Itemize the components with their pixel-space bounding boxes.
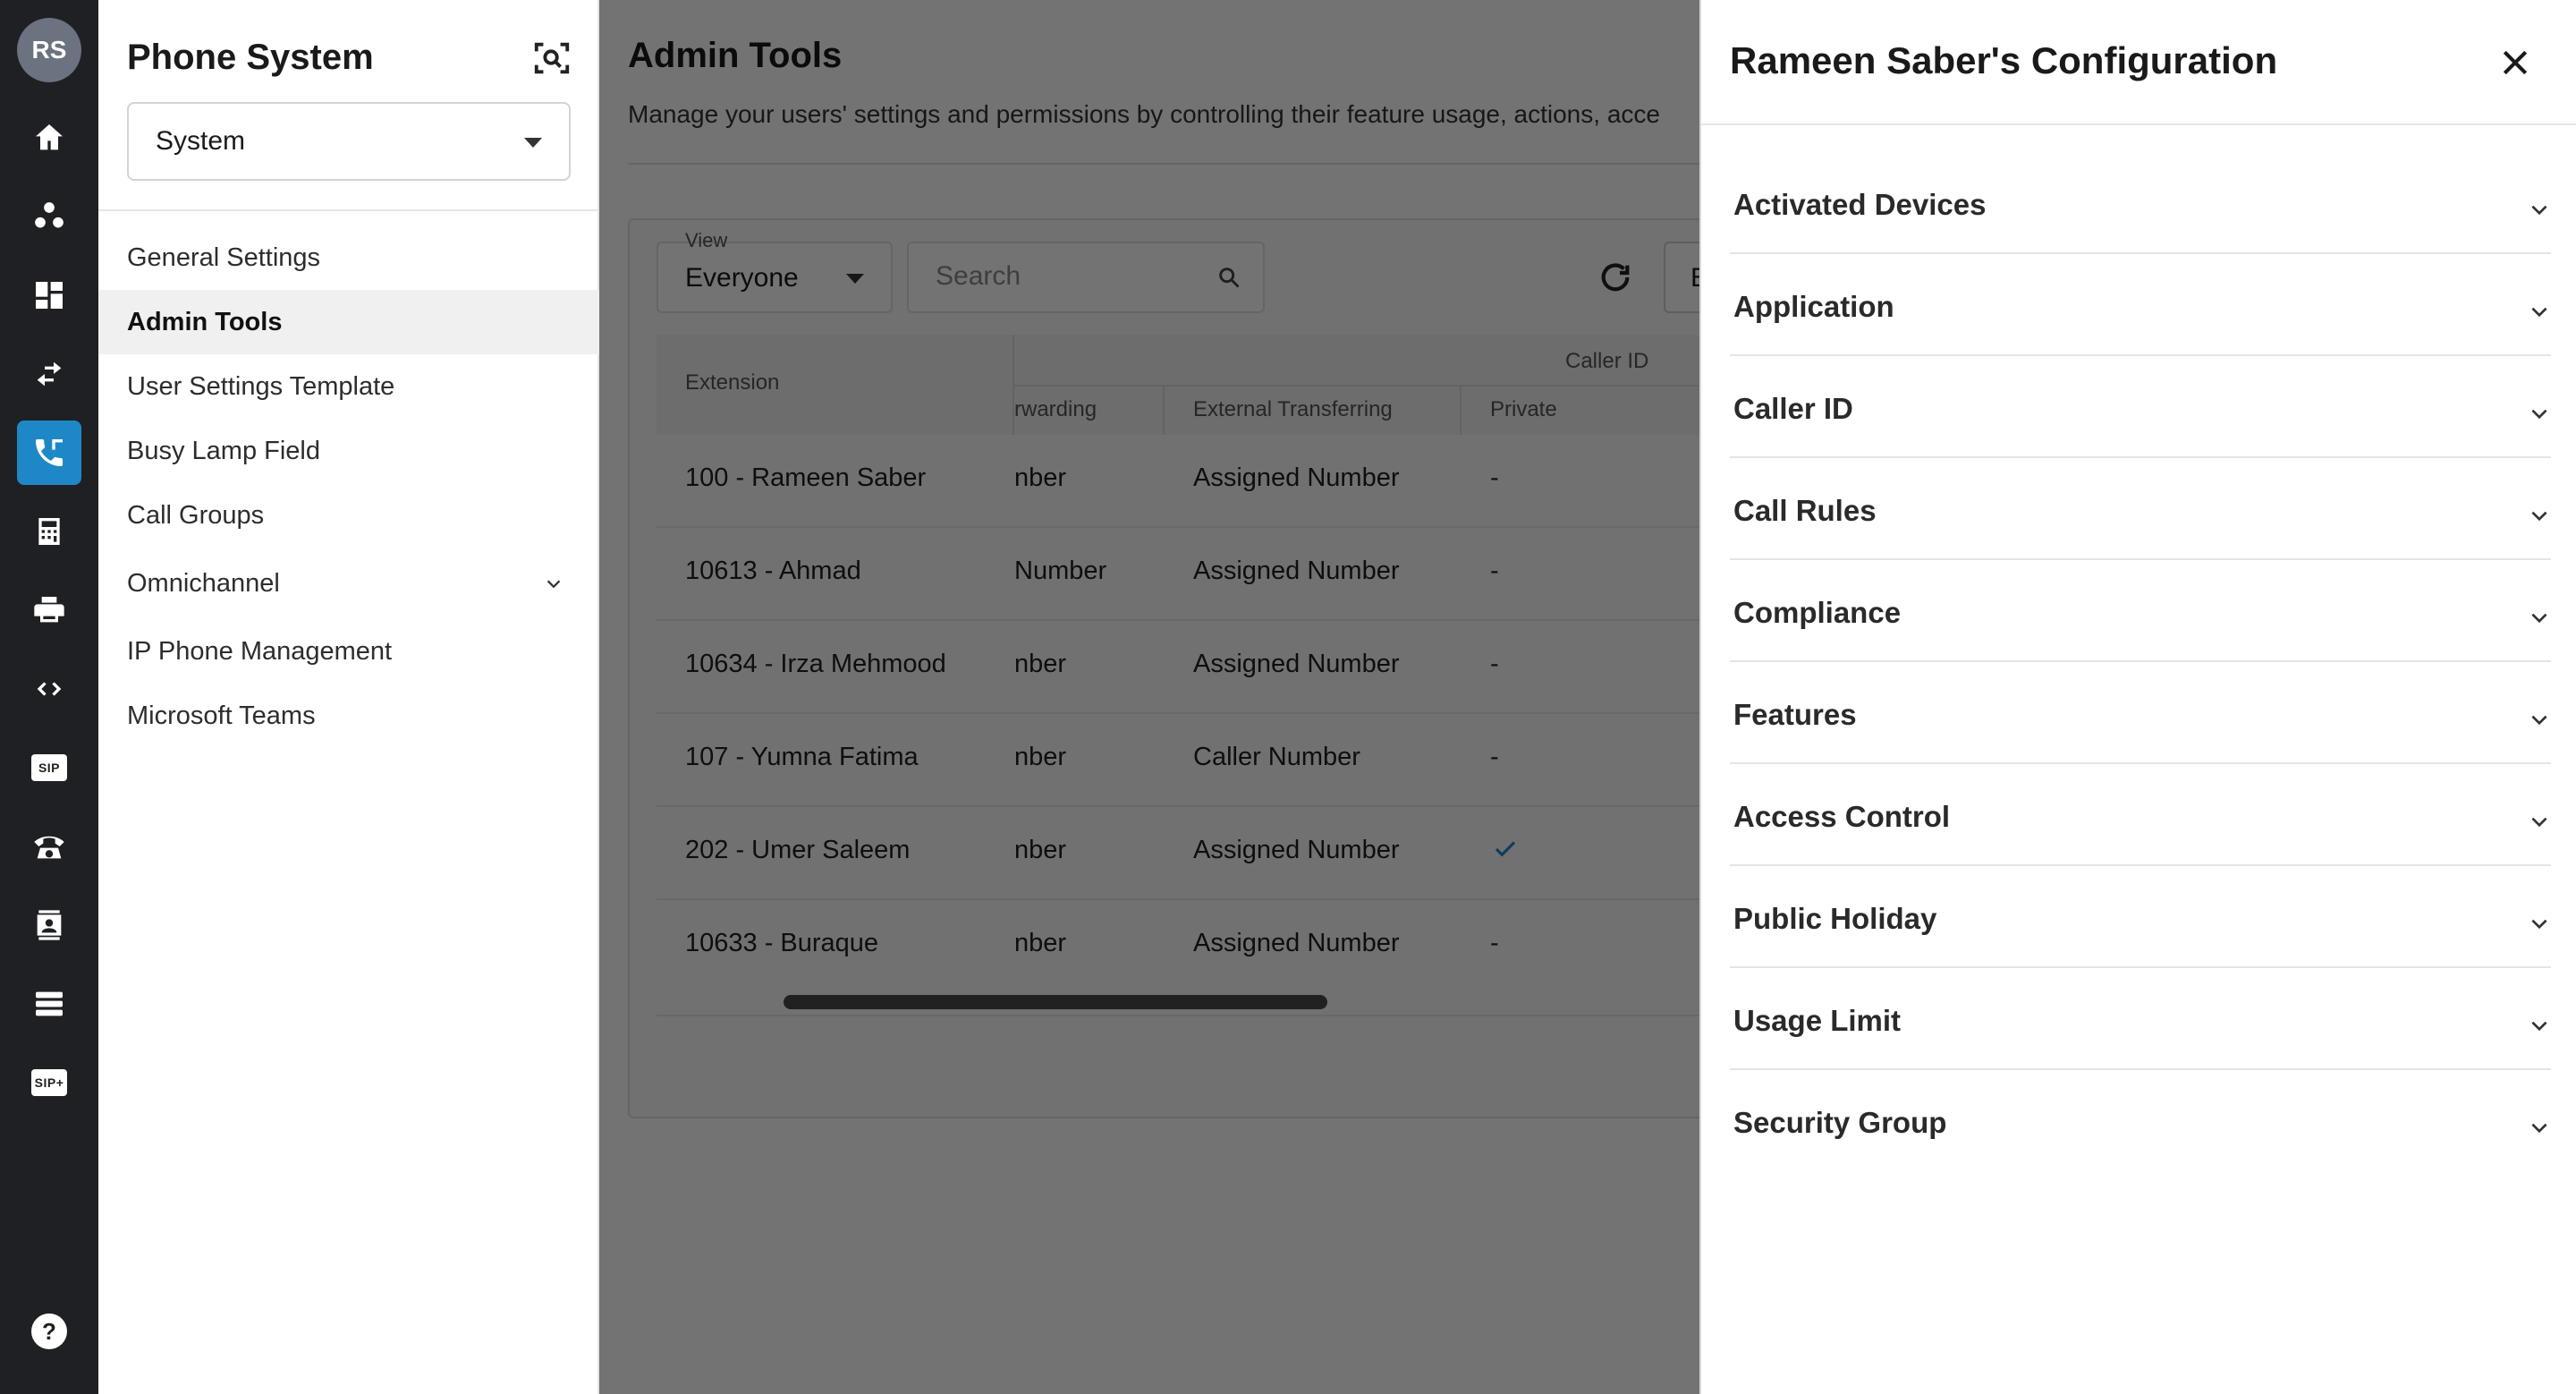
section-label: Usage Limit [1733, 1004, 1902, 1037]
section-compliance[interactable] [1730, 560, 2551, 662]
chevron-down-icon [2528, 199, 2551, 222]
section-public-holiday[interactable] [1730, 866, 2551, 968]
section-label: Call Rules [1733, 494, 1877, 527]
sip-plus-icon[interactable] [17, 1050, 81, 1115]
nav-item-call-groups[interactable]: Call Groups [127, 500, 265, 530]
dashboard-icon[interactable] [17, 263, 81, 327]
server-icon[interactable] [17, 972, 81, 1036]
chevron-down-icon [2528, 505, 2551, 528]
calculator-icon[interactable] [17, 499, 81, 564]
telephone-icon[interactable] [17, 814, 81, 879]
section-security-group[interactable] [1730, 1070, 2551, 1172]
avatar[interactable]: RS [17, 18, 81, 82]
scan-icon[interactable] [531, 38, 572, 79]
section-label: Caller ID [1733, 392, 1853, 425]
section-features[interactable] [1730, 662, 2551, 764]
transfer-icon[interactable] [17, 342, 81, 406]
configuration-panel [1699, 0, 2576, 1394]
chevron-down-icon [544, 574, 564, 594]
code-icon[interactable] [17, 657, 81, 721]
modal-backdrop[interactable] [599, 0, 1699, 1394]
home-icon[interactable] [17, 106, 81, 170]
sidenav-title: Phone System [127, 38, 374, 77]
section-label: Public Holiday [1733, 902, 1937, 935]
help-icon[interactable] [17, 1299, 81, 1364]
section-label: Access Control [1733, 800, 1951, 833]
panel-divider [1701, 123, 2576, 125]
chevron-down-icon [2528, 913, 2551, 936]
sip-icon[interactable] [17, 735, 81, 800]
chevron-down-icon [2528, 1015, 2551, 1038]
section-usage-limit[interactable] [1730, 968, 2551, 1070]
section-label: Application [1733, 290, 1894, 323]
section-label: Features [1733, 698, 1857, 731]
section-label: Security Group [1733, 1106, 1947, 1139]
nav-item-busy-lamp-field[interactable]: Busy Lamp Field [127, 436, 320, 465]
system-select-value: System [156, 126, 246, 156]
chevron-down-icon [2528, 607, 2551, 630]
chevron-down-icon [2528, 301, 2551, 324]
close-icon[interactable] [2497, 45, 2533, 81]
caret-down-icon [524, 138, 542, 148]
section-label: Compliance [1733, 596, 1902, 629]
section-access-control[interactable] [1730, 764, 2551, 866]
section-call-rules[interactable] [1730, 458, 2551, 560]
section-application[interactable] [1730, 254, 2551, 356]
sip-plus-label: SIP+ [31, 1069, 67, 1096]
chevron-down-icon [2528, 709, 2551, 732]
contacts-icon[interactable] [17, 893, 81, 957]
help-label: ? [31, 1313, 67, 1349]
section-label: Activated Devices [1733, 188, 1987, 221]
nav-item-admin-tools[interactable]: Admin Tools [98, 290, 599, 354]
phone-system-icon[interactable] [17, 421, 81, 485]
section-caller-id[interactable] [1730, 356, 2551, 458]
sip-label: SIP [31, 754, 67, 781]
nav-item-omnichannel[interactable]: Omnichannel [98, 551, 599, 616]
users-icon[interactable] [17, 184, 81, 249]
system-select[interactable] [127, 102, 571, 181]
chevron-down-icon [2528, 403, 2551, 426]
chevron-down-icon [2528, 1117, 2551, 1140]
chevron-down-icon [2528, 811, 2551, 834]
side-navigation [98, 0, 599, 1394]
panel-title: Rameen Saber's Configuration [1730, 39, 2278, 81]
printer-icon[interactable] [17, 578, 81, 642]
nav-divider [98, 209, 599, 211]
icon-rail [0, 0, 98, 1394]
nav-item-user-settings-template[interactable]: User Settings Template [127, 371, 395, 401]
nav-item-general-settings[interactable]: General Settings [127, 242, 321, 272]
nav-item-microsoft-teams[interactable]: Microsoft Teams [127, 701, 316, 730]
section-activated-devices[interactable] [1730, 152, 2551, 254]
nav-item-ip-phone-management[interactable]: IP Phone Management [127, 636, 393, 666]
